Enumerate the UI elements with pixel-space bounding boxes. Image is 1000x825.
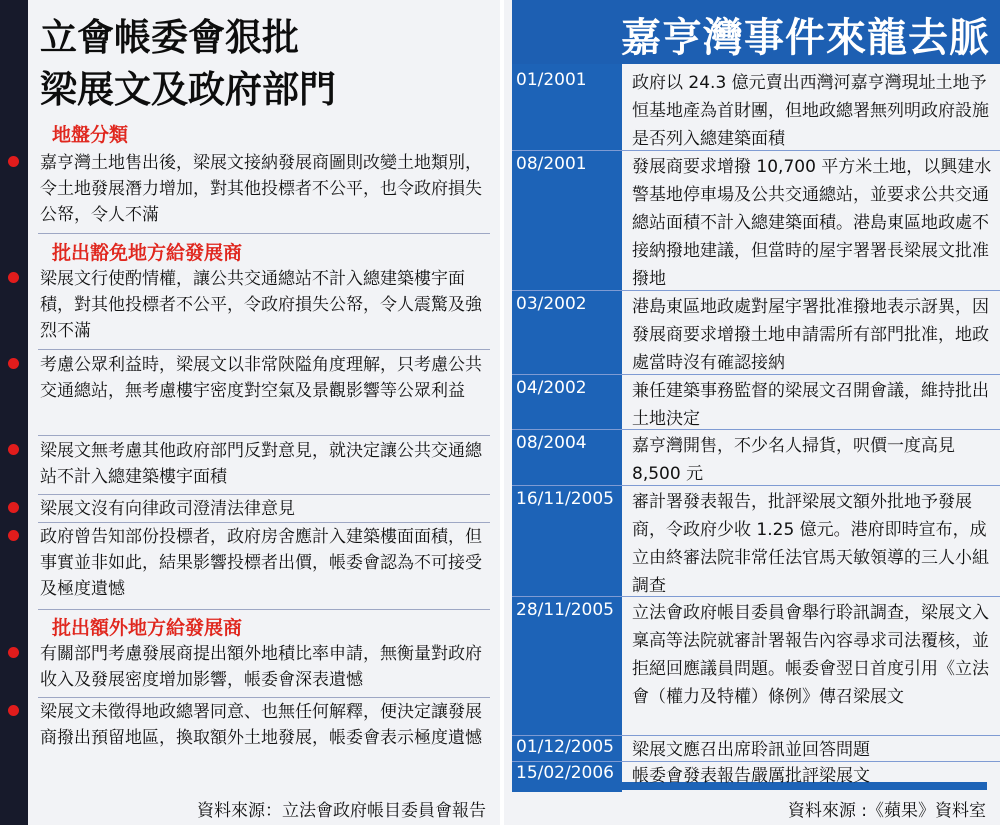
- timeline-text: 兼任建築事務監督的梁展文召開會議，維持批出土地決定: [632, 381, 989, 429]
- timeline-date: 01/2001: [516, 70, 587, 90]
- timeline-text: 港島東區地政處對屋宇署批准撥地表示訝異，因發展商要求增撥土地申請需所有部門批准，地政處當時沒有確認接納: [632, 297, 989, 373]
- timeline-date: 15/02/2006: [516, 763, 614, 783]
- timeline-text: 政府以 24.3 億元賣出西灣河嘉亨灣現址土地予恒基地產為首財團，但地政總署無列明政府設施是否列入總建築面積: [632, 73, 989, 149]
- timeline-date: 16/11/2005: [516, 489, 614, 509]
- findings-title: [40, 12, 336, 116]
- section-heading-site-classification: 地盤分類: [52, 124, 129, 146]
- bullet-icon: [8, 272, 19, 283]
- divider: [38, 522, 490, 523]
- timeline-text: 帳委會發表報告嚴厲批評梁展文: [632, 766, 870, 786]
- finding-item: 梁展文行使酌情權，讓公共交通總站不計入總建築樓宇面積，對其他投標者不公平，令政府損失公帑，令人震驚及強烈不滿: [34, 266, 490, 344]
- timeline-text: 審計署發表報告，批評梁展文額外批地予發展商，令政府少收 1.25 億元。港府即時宣布，成立由終審法院非常任法官馬天敏領導的三人小組調查: [632, 492, 989, 596]
- finding-item: 有關部門考慮發展商提出額外地積比率申請，無衡量對政府收入及發展密度增加影響，帳委會深表遺憾: [34, 641, 490, 693]
- timeline-date: 03/2002: [516, 294, 587, 314]
- section-heading-extra-area: 批出額外地方給發展商: [52, 617, 243, 639]
- left-dark-stripe: [0, 0, 28, 825]
- timeline-title: 嘉亨灣事件來龍去脈: [621, 15, 990, 61]
- divider: [512, 485, 1000, 486]
- timeline-date: 28/11/2005: [516, 600, 614, 620]
- timeline-date: 08/2004: [516, 433, 587, 453]
- timeline-date: 08/2001: [516, 154, 587, 174]
- bullet-icon: [8, 647, 19, 658]
- divider: [512, 596, 1000, 597]
- bullet-icon: [8, 444, 19, 455]
- finding-item: 嘉亨灣土地售出後，梁展文接納發展商圖則改變土地類別，令土地發展潛力增加，對其他投標者不公平，也令政府損失公帑，令人不滿: [34, 150, 490, 228]
- bullet-icon: [8, 705, 19, 716]
- timeline-text: 立法會政府帳目委員會舉行聆訊調查，梁展文入稟高等法院就審計署報告內容尋求司法覆核，並拒絕回應議員問題。帳委會翌日首度引用《立法會（權力及特權）條例》傳召梁展文: [632, 603, 989, 707]
- finding-item: 考慮公眾利益時，梁展文以非常陝隘角度理解，只考慮公共交通總站，無考慮樓宇密度對空氣及景觀影響等公眾利益: [34, 352, 490, 404]
- timeline-date: 04/2002: [516, 378, 587, 398]
- timeline-text: 梁展文應召出席聆訊並回答問題: [632, 740, 870, 760]
- divider: [512, 374, 1000, 375]
- divider: [38, 435, 490, 436]
- bullet-icon: [8, 502, 19, 513]
- timeline-text: 發展商要求增撥 10,700 平方米土地，以興建水警基地停車場及公共交通總站，並要求公共交通總站面積不計入總建築面積。港島東區地政處不接納撥地建議，但當時的屋宇署署長梁展文批准撥地: [632, 157, 992, 289]
- section-heading-exempted-area: 批出豁免地方給發展商: [52, 242, 243, 264]
- bullet-icon: [8, 358, 19, 369]
- divider: [38, 349, 490, 350]
- findings-source: 資料來源：立法會政府帳目委員會報告: [197, 801, 486, 821]
- divider: [38, 609, 490, 610]
- divider: [38, 233, 490, 234]
- divider: [512, 150, 1000, 151]
- divider: [38, 494, 490, 495]
- bullet-icon: [8, 530, 19, 541]
- timeline-header: [512, 0, 1000, 64]
- divider: [38, 697, 490, 698]
- finding-item: 梁展文無考慮其他政府部門反對意見，就決定讓公共交通總站不計入總建築樓宇面積: [34, 438, 490, 490]
- timeline-source: 資料來源 :《蘋果》資料室: [787, 801, 986, 821]
- finding-item: 政府曾告知部份投標者，政府房舍應計入建築樓面面積，但事實並非如此，結果影響投標者出價，帳委會認為不可接受及極度遺憾: [34, 524, 490, 602]
- findings-title-line1: 立會帳委會狠批: [40, 16, 299, 59]
- timeline-text: 嘉亨灣開售，不少名人掃貨，呎價一度高見 8,500 元: [632, 436, 955, 484]
- timeline-panel: [504, 0, 1000, 825]
- timeline-date: 01/12/2005: [516, 737, 614, 757]
- divider: [512, 290, 1000, 291]
- finding-item: 梁展文沒有向律政司澄清法律意見: [34, 496, 490, 522]
- finding-item: 梁展文未徵得地政總署同意、也無任何解釋，便決定讓發展商撥出預留地區，換取額外土地發展，帳委會表示極度遺憾: [34, 699, 490, 751]
- findings-title-line2: 梁展文及政府部門: [40, 68, 336, 111]
- bullet-icon: [8, 156, 19, 167]
- divider: [512, 429, 1000, 430]
